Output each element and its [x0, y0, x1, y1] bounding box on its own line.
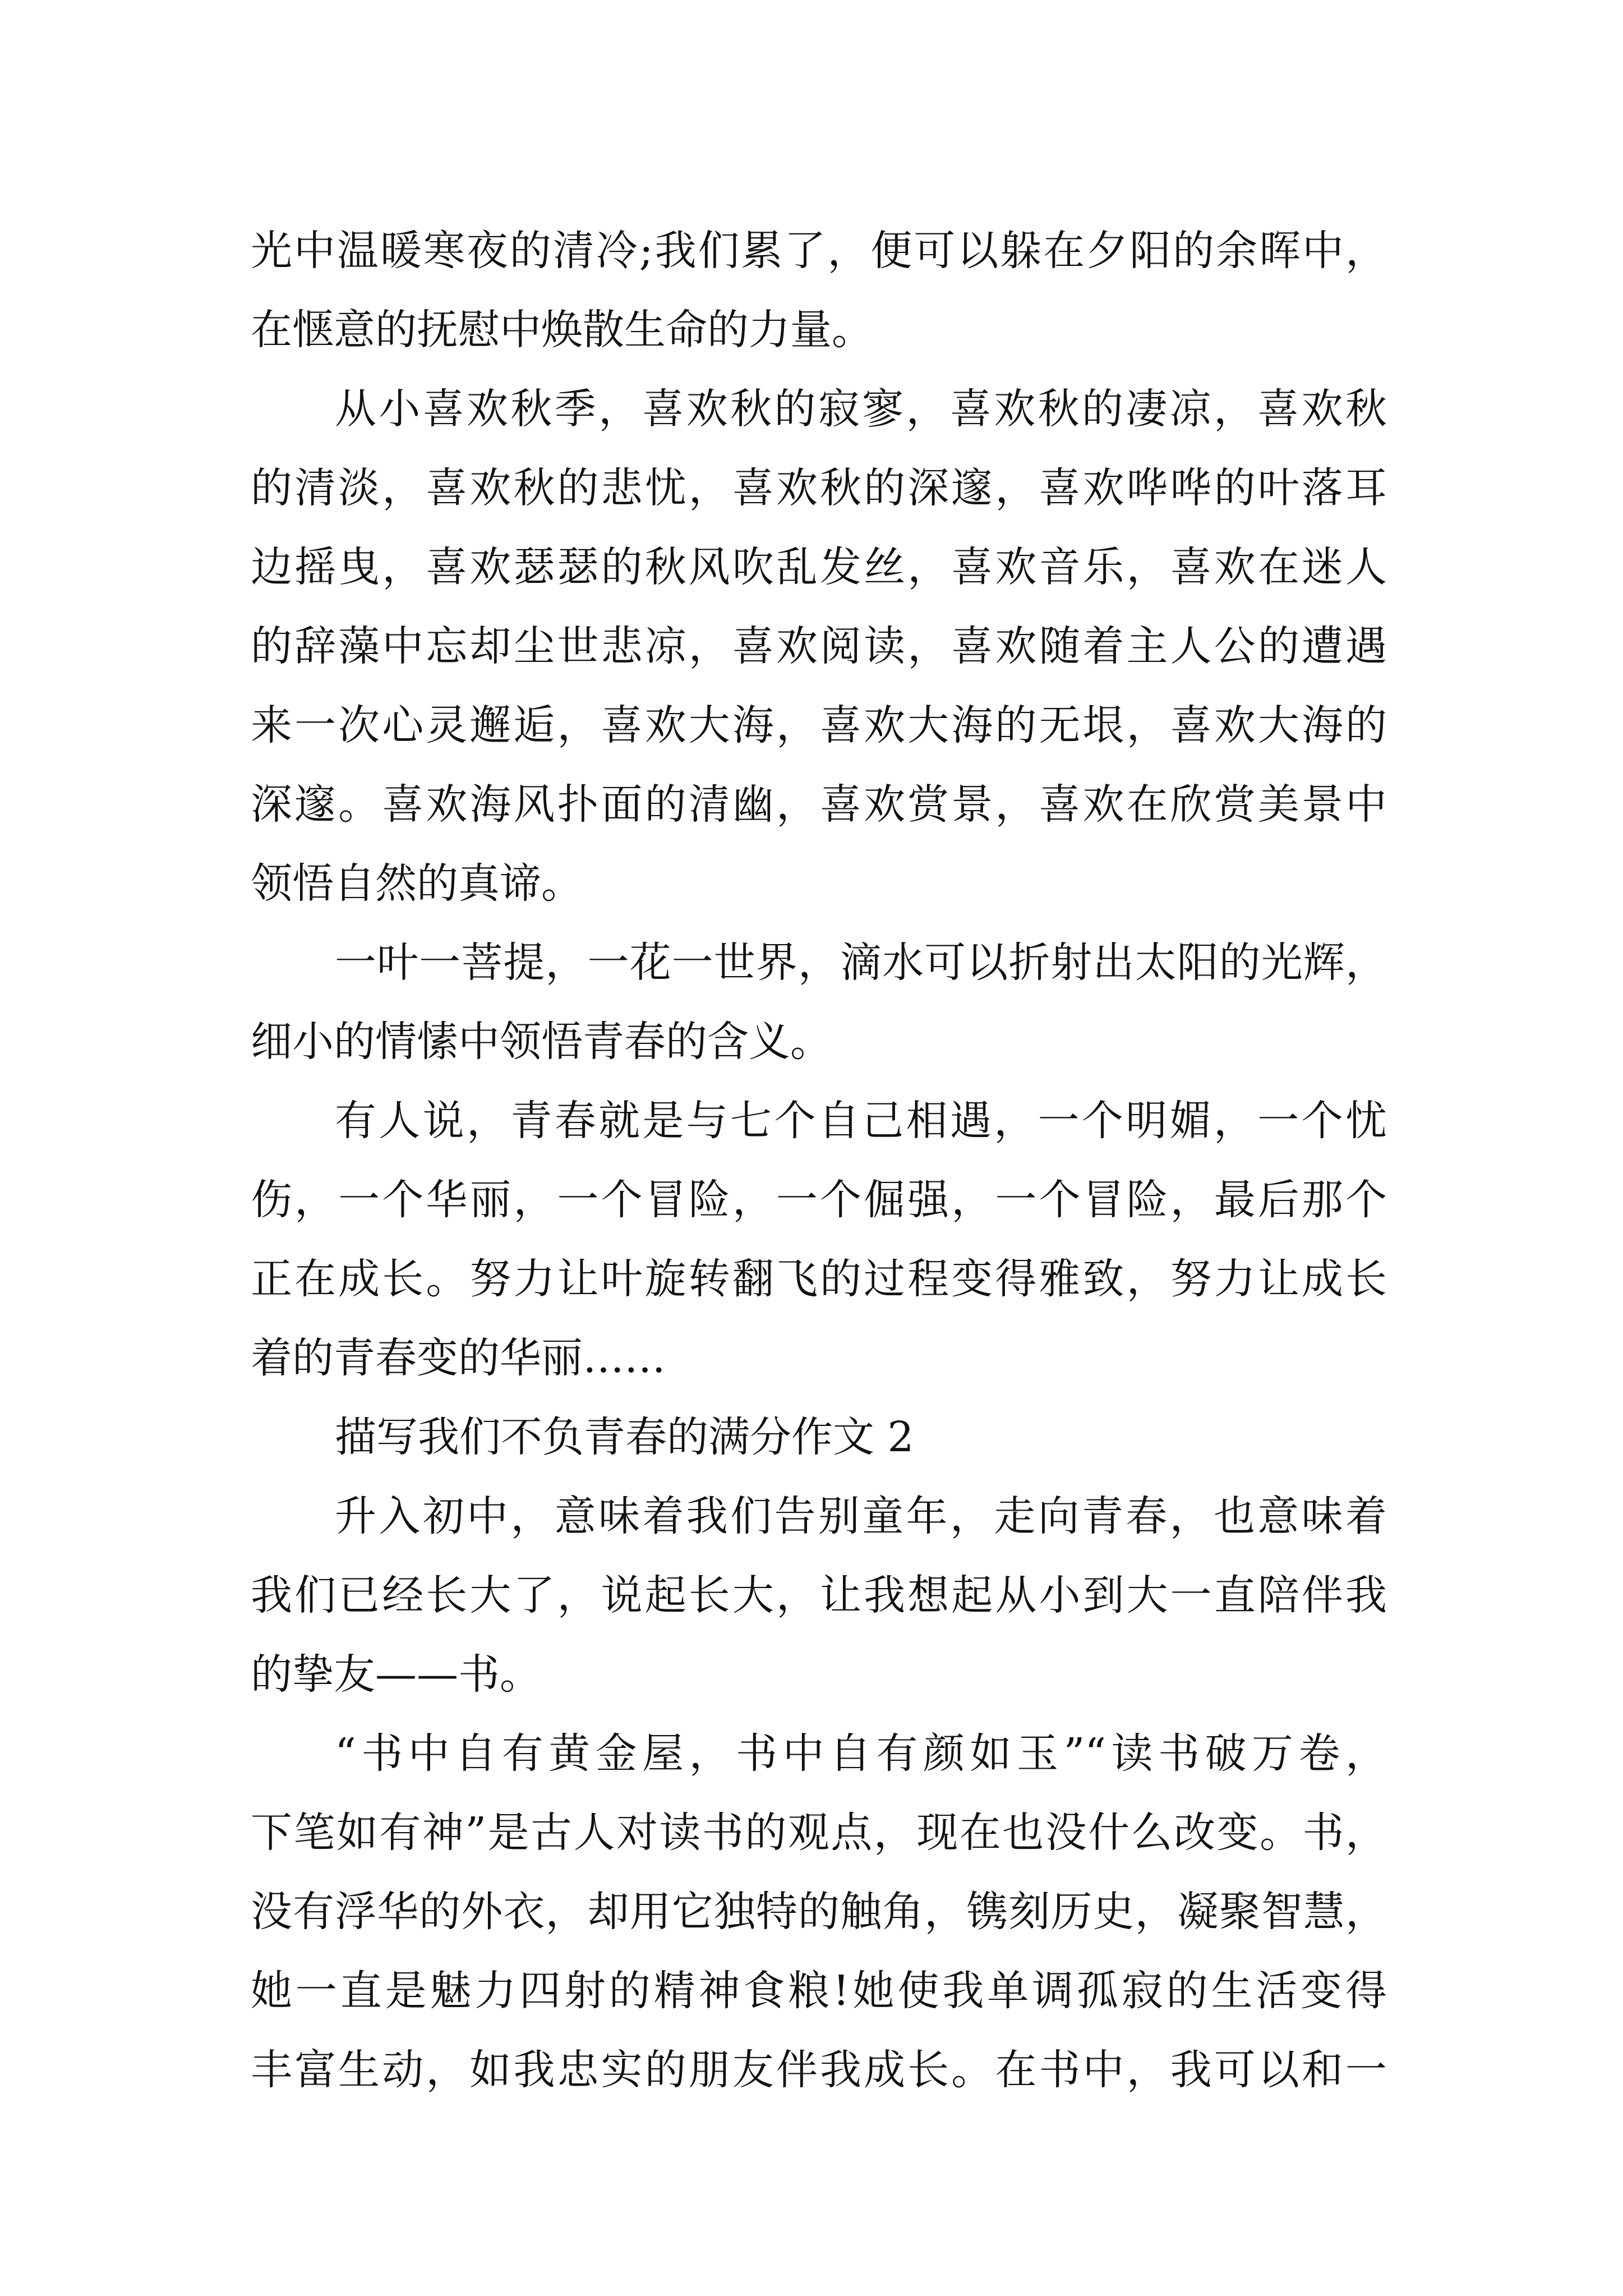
text-line: 领悟自然的真谛。	[251, 859, 583, 908]
paragraph	[251, 211, 1387, 370]
text-line: “书中自有黄金屋，书中自有颜如玉”“读书破万卷，	[335, 1729, 1387, 1778]
text-line: 边摇曳，喜欢瑟瑟的秋风吹乱发丝，喜欢音乐，喜欢在迷人	[251, 543, 1387, 591]
section-heading-text: 描写我们不负青春的满分作文 2	[335, 1413, 914, 1461]
text-line: 一叶一菩提，一花一世界，滴水可以折射出太阳的光辉，	[335, 938, 1387, 987]
text-line: 伤，一个华丽，一个冒险，一个倔强，一个冒险，最后那个	[251, 1176, 1387, 1224]
paragraph	[251, 923, 1387, 1082]
paragraph	[251, 1477, 1387, 1714]
text-line: 的挚友——书。	[251, 1650, 541, 1699]
text-line: 我们已经长大了，说起长大，让我想起从小到大一直陪伴我	[251, 1571, 1387, 1619]
text-line: 升入初中，意味着我们告别童年，走向青春，也意味着	[335, 1492, 1387, 1540]
text-line: 从小喜欢秋季，喜欢秋的寂寥，喜欢秋的凄凉，喜欢秋	[335, 385, 1387, 433]
section-heading	[251, 1398, 1387, 1477]
text-line: 没有浮华的外衣，却用它独特的触角，镌刻历史，凝聚智慧，	[251, 1888, 1387, 1936]
text-line: 丰富生动，如我忠实的朋友伴我成长。在书中，我可以和一	[251, 2046, 1387, 2094]
document-body	[251, 211, 1387, 2110]
text-line: 深邃。喜欢海风扑面的清幽，喜欢赏景，喜欢在欣赏美景中	[251, 780, 1387, 829]
text-line: 在惬意的抚慰中焕散生命的力量。	[251, 306, 873, 354]
text-line: 她一直是魅力四射的精神食粮!她使我单调孤寂的生活变得	[251, 1967, 1387, 2015]
text-line: 的辞藻中忘却尘世悲凉，喜欢阅读，喜欢随着主人公的遭遇	[251, 622, 1387, 670]
text-line: 下笔如有神”是古人对读书的观点，现在也没什么改变。书，	[251, 1809, 1387, 1857]
paragraph	[251, 1714, 1387, 2110]
text-line: 着的青春变的华丽……	[251, 1334, 666, 1382]
text-line: 细小的情愫中领悟青春的含义。	[251, 1018, 832, 1066]
paragraph	[251, 370, 1387, 923]
text-line: 来一次心灵邂逅，喜欢大海，喜欢大海的无垠，喜欢大海的	[251, 701, 1387, 749]
text-line: 有人说，青春就是与七个自己相遇，一个明媚，一个忧	[335, 1097, 1387, 1145]
text-line: 的清淡，喜欢秋的悲忧，喜欢秋的深邃，喜欢哗哗的叶落耳	[251, 464, 1387, 512]
text-line: 正在成长。努力让叶旋转翻飞的过程变得雅致，努力让成长	[251, 1255, 1387, 1303]
text-line: 光中温暖寒夜的清冷;我们累了，便可以躲在夕阳的余晖中，	[251, 227, 1387, 275]
paragraph	[251, 1082, 1387, 1398]
